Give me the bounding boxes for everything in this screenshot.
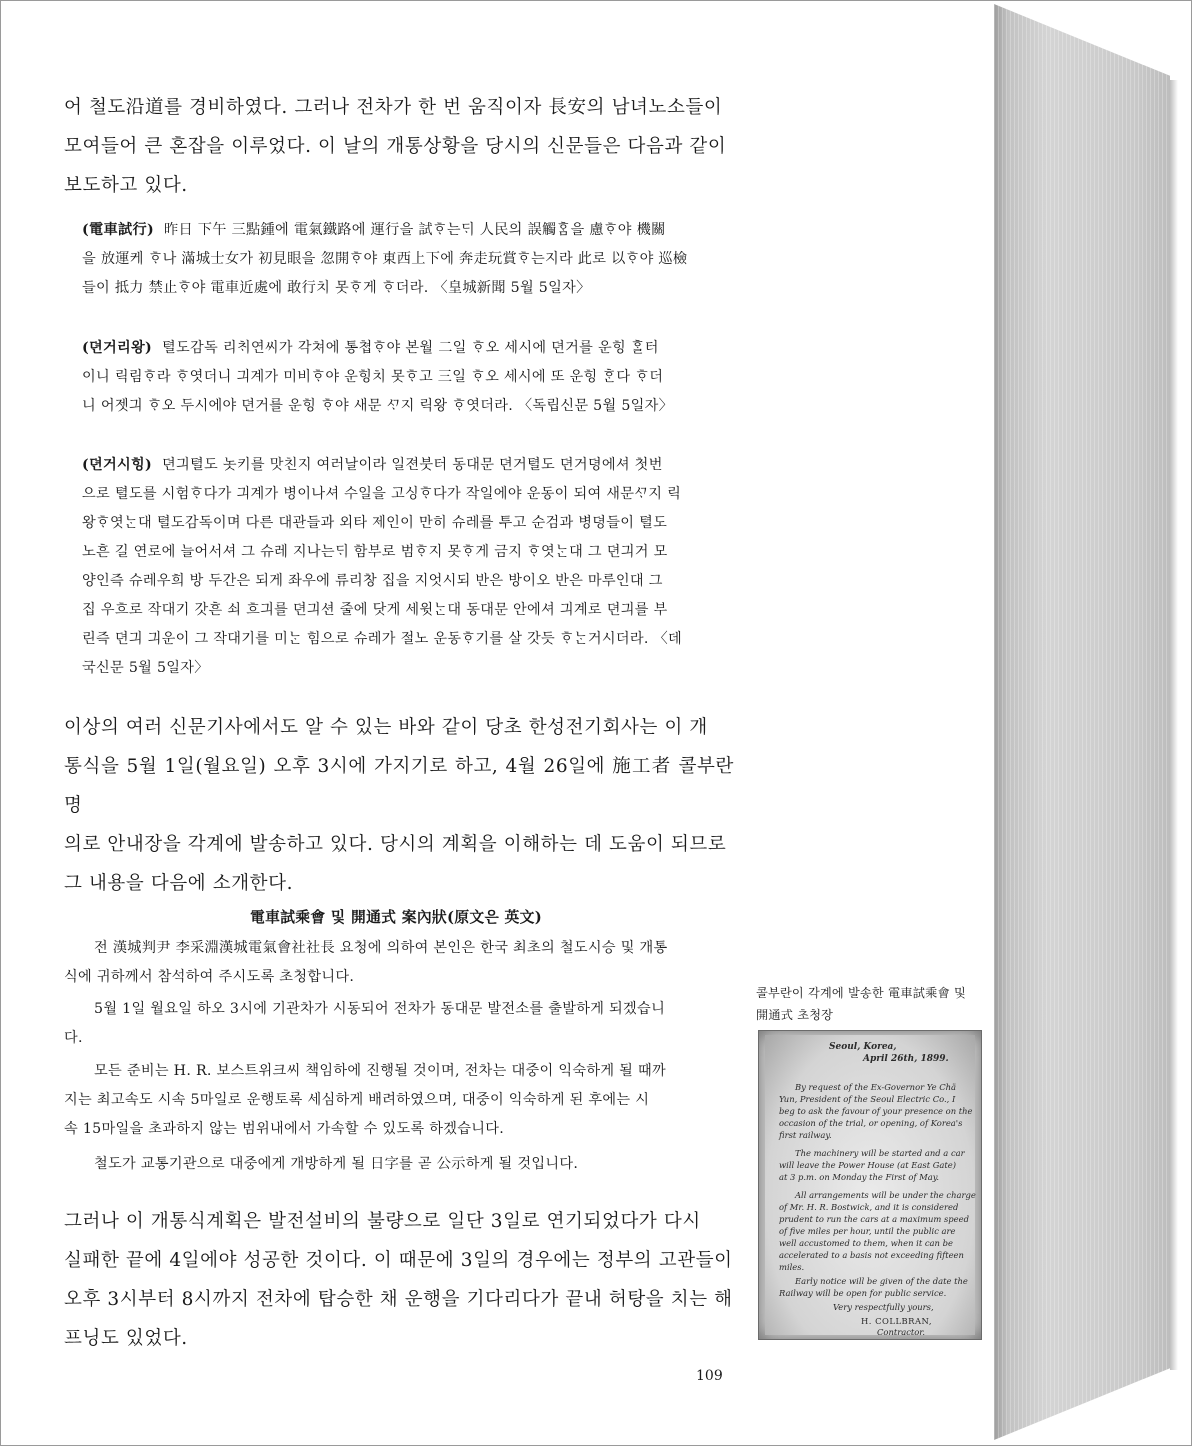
photo-text-line: beg to ask the favour of your presence on the bbox=[779, 1106, 973, 1116]
text-line: 으로 텰도를 시험ᄒᆞ다가 긔계가 병이나셔 수일을 고싱ᄒᆞ다가 작일에야 운동이 되여 새문ᄭᆞ지 릭 bbox=[82, 486, 682, 502]
text-line: 다. bbox=[64, 1030, 83, 1046]
text-line: 왕ᄒᆞ엿ᄂᆞᆫ대 텰도감독이며 다른 대관들과 외타 제인이 만히 슈레를 투고 순검과 병뎡들이 텰도 bbox=[82, 515, 668, 531]
text-line: 전 漢城判尹 李采淵漢城電氣會社社長 요청에 의하여 본인은 한국 최초의 철도시승 및 개통 bbox=[94, 940, 668, 956]
photo-text-line: prudent to run the cars at a maximum speed bbox=[779, 1214, 969, 1224]
page-number: 109 bbox=[696, 1368, 723, 1384]
invitation-photo-content bbox=[765, 1035, 975, 1335]
text-line: 을 放運케 ᄒᆞ나 滿城士女가 初見眼을 忽開ᄒᆞ야 東西上下에 奔走玩賞ᄒᆞ는지라 此로 以ᄒᆞ야 巡檢 bbox=[82, 251, 688, 267]
text-line: 昨日 下午 三點鍾에 電氣鐵路에 運行을 試ᄒᆞ는ᄃᆡ 人民의 誤觸ᄒᆞᆷ을 慮ᄒᆞ야 機關 bbox=[163, 222, 666, 238]
invitation-paragraph-4 bbox=[64, 1150, 714, 1179]
text-line: 이니 릭림ᄒᆞ라 ᄒᆞ엿더니 긔계가 미비ᄒᆞ야 운힝치 못ᄒᆞ고 三일 ᄒᆞ오 세시에 또 운힝 ᄒᆞᆫ다 ᄒᆞ더 bbox=[82, 369, 664, 385]
invitation-photo bbox=[758, 1030, 982, 1340]
text-line: 양인즉 슈레우희 방 두간은 되게 좌우에 류리창 집을 지엇시되 반은 방이오 반은 마루인대 그 bbox=[82, 573, 663, 589]
text-line: 뎐긔텰도 놋키를 맛친지 여러날이라 일젼붓터 동대문 뎐거텰도 뎐거뎡에셔 첫번 bbox=[162, 457, 663, 473]
text-line: 그러나 이 개통식계획은 발전설비의 불량으로 일단 3일로 연기되었다가 다시 bbox=[64, 1211, 701, 1232]
photo-text-line: of Mr. H. R. Bostwick, and it is considered bbox=[779, 1202, 959, 1212]
invitation-title: 電車試乘會 및 開通式 案內狀(原文은 英文) bbox=[250, 909, 543, 926]
paragraph-postponement bbox=[64, 1202, 734, 1358]
caption-line: 開通式 초청장 bbox=[756, 1008, 834, 1022]
text-line: 어 철도沿道를 경비하였다. 그러나 전차가 한 번 움직이자 長安의 남녀노소들이 bbox=[64, 97, 723, 118]
text-line: 철도가 교통기관으로 대중에게 개방하게 될 日字를 곧 公示하게 될 것입니다. bbox=[94, 1156, 579, 1172]
text-line: 국신문 5월 5일자〉 bbox=[82, 660, 209, 676]
photo-caption bbox=[756, 982, 988, 1026]
paragraph-intro bbox=[64, 88, 734, 205]
quote-tag: (뎐거시힝) bbox=[82, 457, 153, 473]
text-line: 모여들어 큰 혼잡을 이루었다. 이 날의 개통상황을 당시의 신문들은 다음과 같이 bbox=[64, 136, 727, 157]
text-line: 식에 귀하께서 참석하여 주시도록 초청합니다. bbox=[64, 969, 355, 985]
photo-text-line: Very respectfully yours, bbox=[833, 1302, 934, 1312]
invitation-paragraph-1 bbox=[64, 934, 714, 992]
text-line: 통식을 5월 1일(월요일) 오후 3시에 가지기로 하고, 4월 26일에 施工者 콜부란 명 bbox=[64, 756, 734, 816]
text-line: 속 15마일을 초과하지 않는 범위내에서 가속할 수 있도록 하겠습니다. bbox=[64, 1121, 505, 1137]
text-line: 노흔 길 연로에 늘어서셔 그 슈레 지나는ᄃᆡ 함부로 범ᄒᆞ지 못ᄒᆞ게 금지 ᄒᆞ엿ᄂᆞᆫ대 그 뎐긔거 모 bbox=[82, 544, 668, 560]
photo-text-line: well accustomed to them, when it can be bbox=[779, 1238, 953, 1248]
photo-text-line: Seoul, Korea, bbox=[829, 1042, 897, 1052]
paragraph-summary bbox=[64, 708, 734, 903]
photo-text-line: will leave the Power House (at East Gate) bbox=[779, 1160, 956, 1170]
text-line: 들이 抵力 禁止ᄒᆞ야 電車近處에 敢行치 못ᄒᆞ게 ᄒᆞ더라. 〈皇城新聞 5월 5일자〉 bbox=[82, 280, 591, 296]
photo-text-line: April 26th, 1899. bbox=[863, 1054, 949, 1064]
text-line: 니 어젯긔 ᄒᆞ오 두시에야 뎐거를 운힝 ᄒᆞ야 새문 ᄭᆞ지 릭왕 ᄒᆞ엿더라. 〈독립신문 5월 5일자〉 bbox=[82, 398, 674, 414]
text-line: 5월 1일 월요일 하오 3시에 기관차가 시동되어 전차가 동대문 발전소를 출발하게 되겠습니 bbox=[94, 1001, 666, 1017]
text-line: 집 우흐로 작대기 갓흔 쇠 흐긔를 뎐긔션 줄에 닷게 세윗ᄂᆞᆫ대 동대문 안에셔 긔계로 뎐긔를 부 bbox=[82, 602, 668, 618]
text-line: 의로 안내장을 각계에 발송하고 있다. 당시의 계획을 이해하는 데 도움이 되므로 bbox=[64, 834, 727, 855]
photo-text-line: Contractor. bbox=[877, 1327, 926, 1337]
invitation-paragraph-3 bbox=[64, 1057, 714, 1144]
photo-text-line: occasion of the trial, or opening, of Korea's bbox=[779, 1118, 963, 1128]
book-shadow bbox=[1170, 80, 1178, 1370]
newspaper-quote-jeguk bbox=[82, 451, 722, 683]
photo-text-line: The machinery will be started and a car bbox=[795, 1148, 965, 1158]
photo-text-line: H. COLLBRAN, bbox=[861, 1316, 932, 1326]
caption-line: 콜부란이 각계에 발송한 電車試乘會 및 bbox=[756, 986, 966, 1000]
photo-text-line: miles. bbox=[779, 1262, 805, 1272]
invitation-paragraph-2 bbox=[64, 995, 714, 1053]
photo-text-line: By request of the Ex-Governor Ye Chä bbox=[795, 1082, 956, 1092]
photo-text-line: Railway will be open for public service. bbox=[779, 1288, 947, 1298]
quote-tag: (뎐거리왕) bbox=[82, 340, 153, 356]
newspaper-quote-hwangseong bbox=[82, 216, 722, 303]
text-line: 린즉 뎐긔 긔운이 그 작대기를 미ᄂᆞᆫ 힘으로 슈레가 절노 운동ᄒᆞ기를 살 갓듯 ᄒᆞᄂᆞᆫ거시더라. 〈데 bbox=[82, 631, 683, 647]
quote-tag: (電車試行) bbox=[82, 222, 154, 238]
text-line: 실패한 끝에 4일에야 성공한 것이다. 이 때문에 3일의 경우에는 정부의 고관들이 bbox=[64, 1250, 733, 1271]
photo-text-line: Yun, President of the Seoul Electric Co., I bbox=[779, 1094, 956, 1104]
text-line: 텰도감독 리ᄎᆡ연씨가 각쳐에 통쳡ᄒᆞ야 본월 二일 ᄒᆞ오 세시에 뎐거를 운힝 ᄒᆞᆯ터 bbox=[162, 340, 659, 356]
photo-text-line: All arrangements will be under the charge bbox=[795, 1190, 976, 1200]
photo-text-line: first railway. bbox=[779, 1130, 832, 1140]
text-line: 지는 최고속도 시속 5마일로 운행토록 세심하게 배려하였으며, 대중이 익숙하게 된 후에는 시 bbox=[64, 1092, 650, 1108]
newspaper-quote-dongnip bbox=[82, 334, 722, 421]
text-line: 그 내용을 다음에 소개한다. bbox=[64, 873, 294, 894]
text-line: 이상의 여러 신문기사에서도 알 수 있는 바와 같이 당초 한성전기회사는 이 개 bbox=[64, 717, 708, 738]
photo-text-line: Early notice will be given of the date the bbox=[795, 1276, 968, 1286]
book-page-edges bbox=[994, 4, 1170, 1440]
photo-text-line: at 3 p.m. on Monday the First of May. bbox=[779, 1172, 940, 1182]
text-line: 프닝도 있었다. bbox=[64, 1328, 188, 1349]
text-line: 오후 3시부터 8시까지 전차에 탑승한 채 운행을 기다리다가 끝내 허탕을 치는 해 bbox=[64, 1289, 733, 1310]
text-line: 모든 준비는 H. R. 보스트위크씨 책임하에 진행될 것이며, 전차는 대중이 익숙하게 될 때까 bbox=[94, 1063, 666, 1079]
text-line: 보도하고 있다. bbox=[64, 175, 188, 196]
photo-text-line: of five miles per hour, until the public are bbox=[779, 1226, 956, 1236]
photo-text-line: accelerated to a basis not exceeding fifteen bbox=[779, 1250, 964, 1260]
